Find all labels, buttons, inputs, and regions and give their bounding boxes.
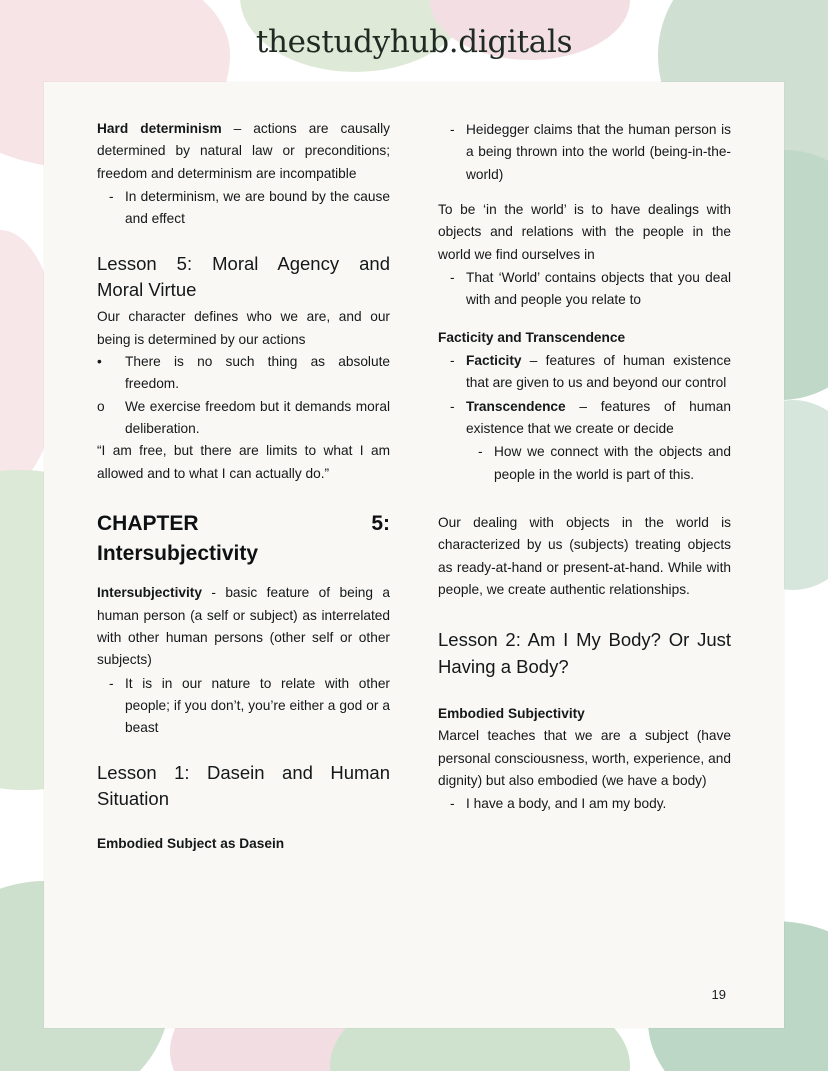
term-transcendence: Transcendence xyxy=(466,398,566,414)
term-intersubjectivity-text: - basic feature of being a human person (a self or subject) as interrelated with other human persons (other self or other subjects) xyxy=(97,585,390,668)
chapter-title: Intersubjectivity xyxy=(97,542,259,566)
list-body xyxy=(438,793,731,815)
chapter-label: CHAPTER xyxy=(97,511,199,535)
list-item: - Heidegger claims that the human person is a being thrown into the world (being-in-the-world) xyxy=(438,119,731,186)
term-facticity-text: – features of human existence that are given to us and beyond our control xyxy=(466,352,731,391)
page-number: 19 xyxy=(711,987,726,1002)
term-hard-determinism-text: – actions are causally determined by natural law or preconditions; freedom and determinism are incompatible xyxy=(97,121,390,181)
list-world-objects xyxy=(438,267,731,312)
paragraph-in-the-world: To be ‘in the world’ is to have dealings with objects and relations with the people in the world we find ourselves in xyxy=(438,201,731,262)
bullet-absolute-freedom-text: There is no such thing as absolute freedom. xyxy=(125,353,390,392)
term-facticity: Facticity xyxy=(466,352,522,368)
heading-lesson-2 xyxy=(438,627,731,681)
heading-lesson-5-line2: Moral Virtue xyxy=(97,279,197,301)
heading-lesson-2-line2: Having a Body? xyxy=(438,656,569,678)
list-intersubjectivity xyxy=(97,673,390,740)
heading-lesson-2-line1: Lesson 2: Am I My Body? Or Just xyxy=(438,629,731,651)
bullet-o-icon: o xyxy=(97,398,105,414)
list-item xyxy=(438,350,731,395)
list-item: - It is in our nature to relate with other people; if you don’t, you’re either a god or a beast xyxy=(97,673,390,740)
paragraph-hard-determinism xyxy=(97,118,390,185)
term-intersubjectivity: Intersubjectivity xyxy=(97,585,202,601)
heading-lesson-5 xyxy=(97,251,390,305)
list-item: - How we connect with the objects and people in the world is part of this. xyxy=(466,441,731,486)
paragraph-intersubjectivity xyxy=(97,582,390,671)
list-heidegger xyxy=(438,119,731,186)
right-column xyxy=(438,118,731,856)
list-item: - I have a body, and I am my body. xyxy=(438,793,731,815)
list-hard-determinism xyxy=(97,186,390,231)
heading-lesson-5-line1: Lesson 5: Moral Agency and xyxy=(97,252,390,274)
list-item: - In determinism, we are bound by the cause and effect xyxy=(97,186,390,231)
quote-freedom-limits: “I am free, but there are limits to what I am allowed and to what I can actually do.” xyxy=(97,443,390,481)
chapter-heading xyxy=(97,509,390,569)
subheading-embodied-subject-as-dasein: Embodied Subject as Dasein xyxy=(97,836,285,852)
heading-lesson-1-line2: Situation xyxy=(97,788,169,810)
chapter-number: 5: xyxy=(371,511,390,535)
paragraph-ready-at-hand: Our dealing with objects in the world is characterized by us (subjects) treating objects as ready-at-hand or present-at-hand. While with people, we create authentic relationships. xyxy=(438,514,731,597)
bullet-moral-deliberation xyxy=(97,396,390,441)
bullet-dot-icon: • xyxy=(97,353,102,369)
brand-title: thestudyhub.digitals xyxy=(255,24,573,60)
list-transcendence-subpoints xyxy=(466,441,731,486)
heading-lesson-1-line1: Lesson 1: Dasein and Human xyxy=(97,761,390,783)
document-page xyxy=(44,82,784,1028)
list-item xyxy=(438,396,731,441)
subheading-embodied-subjectivity: Embodied Subjectivity xyxy=(438,705,585,721)
paragraph-lesson-5-intro: Our character defines who we are, and our being is determined by our actions xyxy=(97,309,390,347)
bullet-absolute-freedom xyxy=(97,351,390,396)
paragraph-embodied-subjectivity: Marcel teaches that we are a subject (have personal consciousness, worth, experience, and dignity) but also embodied (we have a body) xyxy=(438,728,731,788)
list-item: - That ‘World’ contains objects that you deal with and people you relate to xyxy=(438,267,731,312)
term-transcendence-text: – features of human existence that we create or decide xyxy=(466,398,731,436)
bullet-moral-deliberation-text: We exercise freedom but it demands moral deliberation. xyxy=(125,398,390,436)
list-facticity-transcendence xyxy=(438,350,731,440)
term-hard-determinism: Hard determinism xyxy=(97,121,222,136)
heading-lesson-1 xyxy=(97,760,390,814)
subheading-facticity-transcendence: Facticity and Transcendence xyxy=(438,329,626,345)
left-column xyxy=(97,118,390,856)
